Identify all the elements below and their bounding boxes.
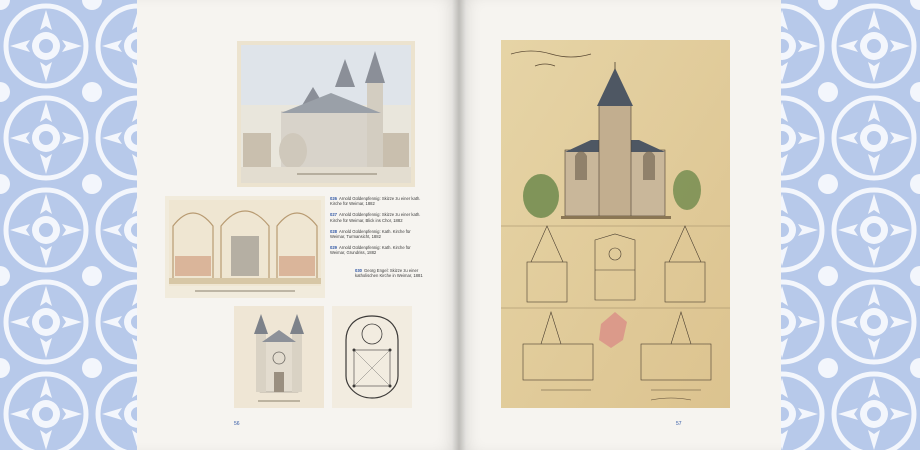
page-number-right: 57 <box>676 421 682 427</box>
church-exterior-sketch <box>237 41 415 187</box>
church-floorplan-sketch <box>332 306 412 408</box>
page-number-left: 56 <box>234 421 240 427</box>
caption-item <box>330 245 426 255</box>
church-facade-sketch <box>234 306 324 408</box>
caption-text: Arnold Güldenpfennig: Kath. Kirche für Weimar, Grundriss, 1882 <box>330 245 411 256</box>
caption-number: 030 <box>355 268 362 273</box>
caption-item <box>330 229 426 239</box>
caption-text: Arnold Güldenpfennig: Skizze zu einer kath. Kirche für Weimar, 1882 <box>330 196 421 207</box>
caption-text: Arnold Güldenpfennig: Kath. Kirche für Weimar, Turmansicht, 1882 <box>330 228 411 240</box>
caption-right-plate <box>355 268 431 278</box>
parchment-architectural-sheet <box>501 40 730 408</box>
church-interior-sketch <box>165 196 325 298</box>
caption-item <box>330 212 426 222</box>
caption-column <box>330 196 426 262</box>
book-gutter <box>452 0 466 450</box>
caption-number: 026 <box>330 196 337 201</box>
caption-text: Georg Engel: Skizze zu einer katholischen Kirche in Weimar, 1881 <box>355 268 423 279</box>
caption-number: 027 <box>330 212 337 218</box>
caption-text: Arnold Güldenpfennig: Skizze zu einer kath. Kirche für Weimar, Blick ins Chor, 1882 <box>330 212 421 223</box>
caption-number: 028 <box>330 228 337 234</box>
caption-number: 029 <box>330 245 337 251</box>
caption-item <box>330 196 426 206</box>
